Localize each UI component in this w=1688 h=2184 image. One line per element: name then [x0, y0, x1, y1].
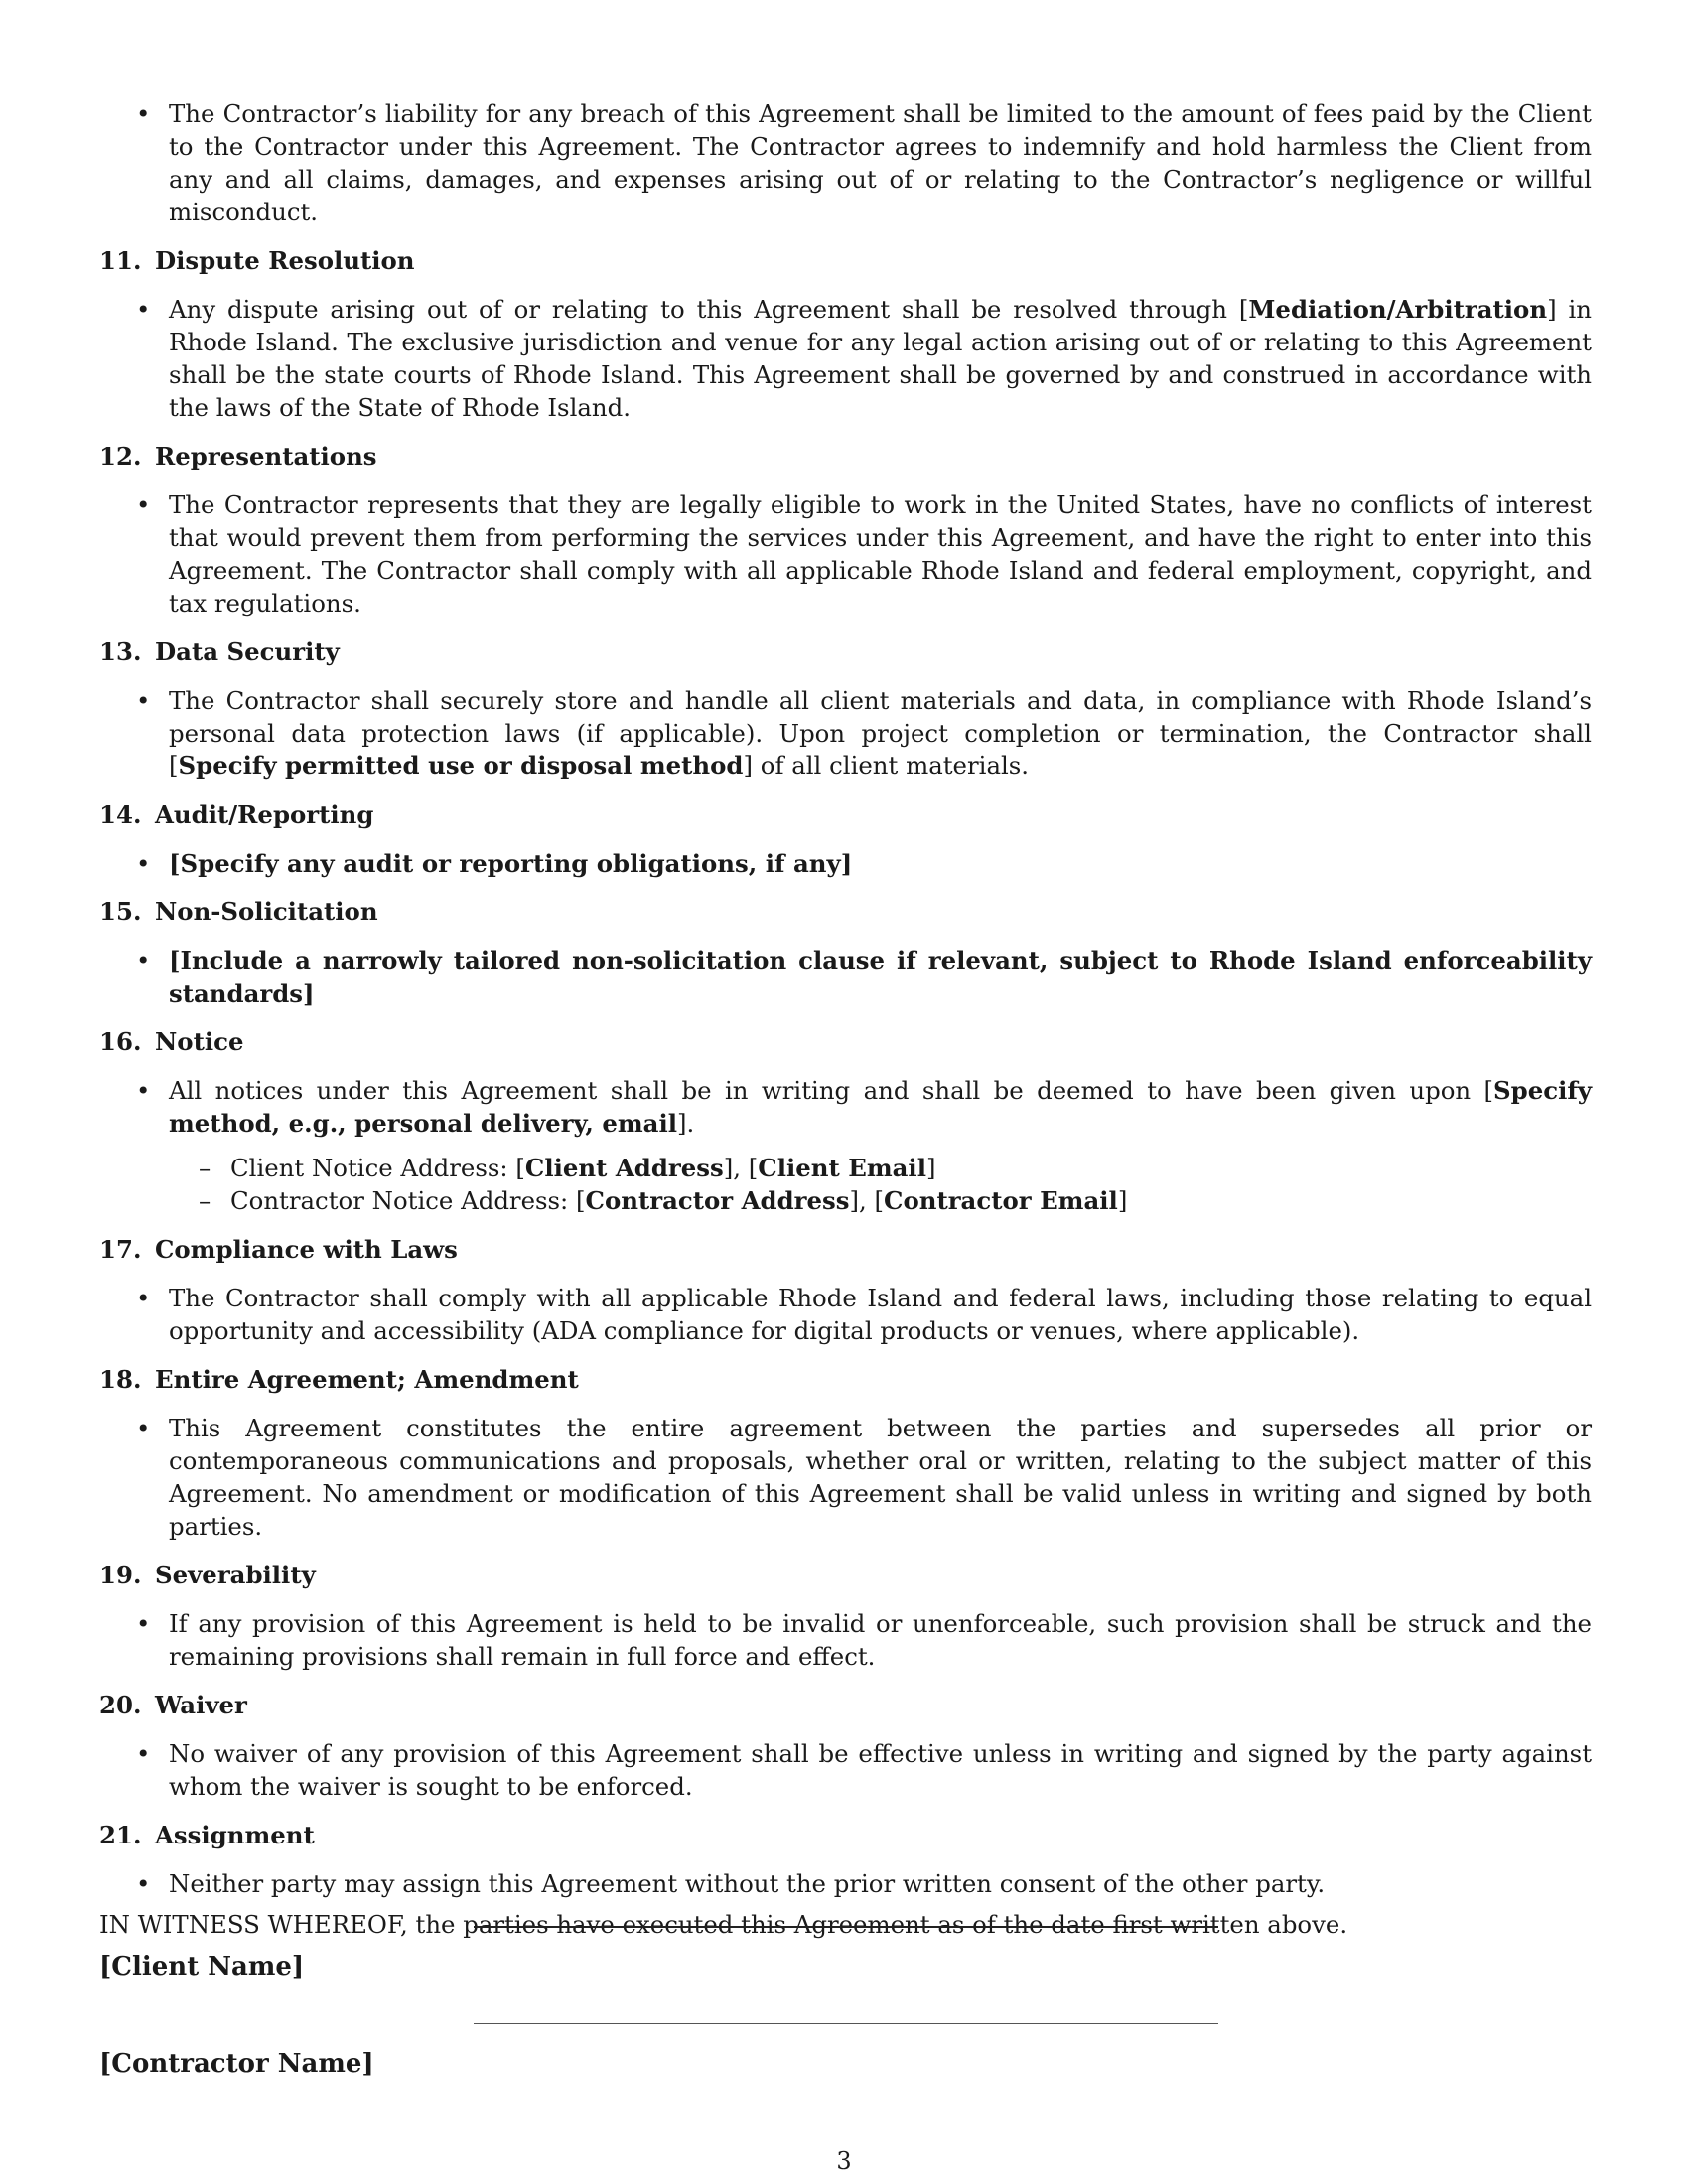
section-17-list — [99, 1282, 1592, 1347]
placeholder-disposal: Specify permitted use or disposal method — [178, 751, 744, 780]
section-16-heading: 16. Notice — [99, 1027, 244, 1056]
section-18-list — [99, 1412, 1592, 1543]
section-21-heading: 21. Assignment — [99, 1821, 315, 1849]
witness-statement: IN WITNESS WHEREOF, the parties have executed this Agreement as of the date first written above. — [99, 1910, 1348, 1939]
list-item: • Any dispute arising out of or relating to this Agreement shall be resolved through [Mediation/Arbitration] in Rhode Island. The exclusive jurisdiction and venue for any legal action arising out of or relating to this Agreement shall be the state courts of Rhode Island. This Agreement shall be governed by and construed in accordance with the laws of the State of Rhode Island. — [136, 295, 1592, 422]
client-notice-address: – Client Notice Address: [Client Address], [Client Email] — [199, 1154, 936, 1182]
list-item: • If any provision of this Agreement is held to be invalid or unenforceable, such provision shall be struck and the remaining provisions shall remain in full force and effect. — [136, 1609, 1592, 1671]
list-item: • Neither party may assign this Agreement without the prior written consent of the other party. — [136, 1869, 1326, 1898]
section-15-list — [99, 944, 1592, 1010]
list-item: • [Specify any audit or reporting obligations, if any] — [136, 849, 853, 878]
liability-text: The Contractor’s liability for any breach of this Agreement shall be limited to the amount of fees paid by the Client to the Contractor under this Agreement. The Contractor agrees to indemnify and hold harmless the Client from any and all claims, damages, and expenses arising out of or relating to the Contractor’s negligence or willful misconduct. — [169, 99, 1592, 226]
section-11-heading: 11. Dispute Resolution — [99, 246, 415, 275]
list-item: • The Contractor’s liability for any breach of this Agreement shall be limited to the amount of fees paid by the Client to the Contractor under this Agreement. The Contractor agrees to indemnify and hold harmless the Client from any and all claims, damages, and expenses arising out of or relating to the Contractor’s negligence or willful misconduct. — [136, 99, 1592, 226]
section-20-heading: 20. Waiver — [99, 1691, 247, 1719]
section-10-list — [99, 97, 1592, 228]
section-16-list — [99, 1074, 1592, 1140]
section-21-list — [99, 1867, 1592, 1900]
section-19-heading: 19. Severability — [99, 1561, 316, 1589]
section-14-list — [99, 847, 1592, 880]
list-item: • All notices under this Agreement shall be in writing and shall be deemed to have been given upon [Specify method, e.g., personal delivery, email]. — [136, 1076, 1592, 1138]
section-19-list — [99, 1607, 1592, 1673]
contractor-signature-line[interactable] — [474, 2023, 1218, 2024]
client-signature-line[interactable] — [474, 1926, 1218, 1928]
section-13-heading: 13. Data Security — [99, 637, 340, 666]
section-11-list — [99, 293, 1592, 424]
section-18-heading: 18. Entire Agreement; Amendment — [99, 1365, 579, 1394]
section-13-list — [99, 684, 1592, 782]
list-item: • The Contractor represents that they are legally eligible to work in the United States, have no conflicts of interest that would prevent them from performing the services under this Agreement, and have the right to enter into this Agreement. The Contractor shall comply with all applicable Rhode Island and federal employment, copyright, and tax regulations. — [136, 490, 1592, 617]
list-item: • The Contractor shall securely store and handle all client materials and data, in compliance with Rhode Island’s personal data protection laws (if applicable). Upon project completion or termination, the Contractor shall [Specify permitted use or disposal method] of all client materials. — [136, 686, 1592, 780]
list-item: • This Agreement constitutes the entire agreement between the parties and supersedes all prior or contemporaneous communications and proposals, whether oral or written, relating to the subject matter of this Agreement. No amendment or modification of this Agreement shall be valid unless in writing and signed by both parties. — [136, 1414, 1592, 1541]
section-12-heading: 12. Representations — [99, 442, 377, 471]
page-number: 3 — [836, 2147, 852, 2175]
notice-address-list — [99, 1152, 1592, 1217]
list-item: • The Contractor shall comply with all applicable Rhode Island and federal laws, including those relating to equal opportunity and accessibility (ADA compliance for digital products or venues, where applicable). — [136, 1284, 1592, 1345]
section-17-heading: 17. Compliance with Laws — [99, 1235, 458, 1264]
contractor-name-label: [Contractor Name] — [99, 2049, 374, 2079]
section-15-heading: 15. Non-Solicitation — [99, 897, 378, 926]
list-item: • No waiver of any provision of this Agreement shall be effective unless in writing and signed by the party against whom the waiver is sought to be enforced. — [136, 1739, 1592, 1801]
placeholder-mediation: Mediation/Arbitration — [1248, 295, 1548, 324]
document-body — [99, 97, 1592, 1941]
section-20-list — [99, 1737, 1592, 1803]
client-name-label: [Client Name] — [99, 1952, 305, 1981]
list-item: • [Include a narrowly tailored non-solicitation clause if relevant, subject to Rhode Island enforceability standards] — [136, 946, 1592, 1008]
contractor-notice-address: – Contractor Notice Address: [Contractor Address], [Contractor Email] — [199, 1186, 1128, 1215]
section-12-list — [99, 488, 1592, 619]
section-14-heading: 14. Audit/Reporting — [99, 800, 374, 829]
